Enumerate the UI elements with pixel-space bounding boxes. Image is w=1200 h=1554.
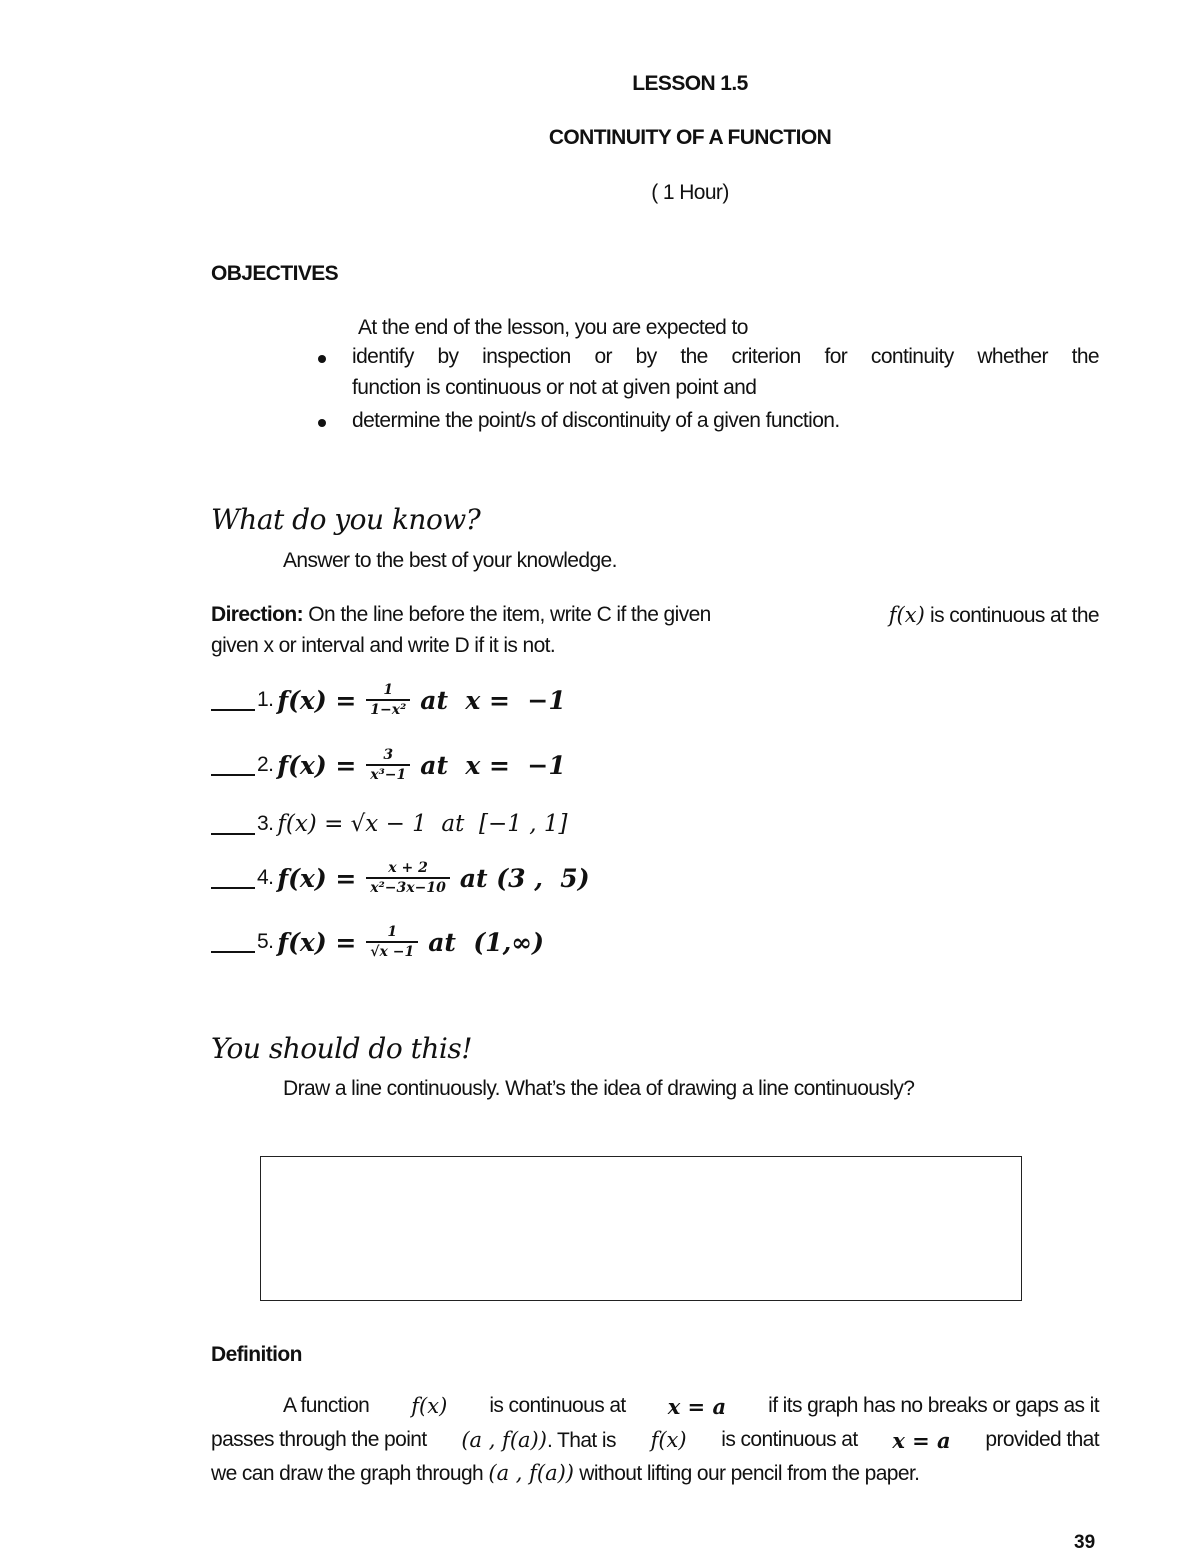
definition-heading: Definition [211,1343,302,1366]
objective-2: determine the point/s of discontinuity of a given function. [352,409,840,432]
item-number: 3. [257,812,274,835]
definition-text: is continuous at [489,1394,626,1417]
objective-1-line-2: function is continuous or not at given point and [352,376,757,399]
item-fraction [366,747,410,783]
item-rhs: at x = −1 [420,685,566,715]
question-item-4 [211,850,590,906]
fraction-numerator: 3 [383,747,394,763]
definition-text: is continuous at [721,1428,858,1451]
objectives-heading: OBJECTIVES [211,262,339,285]
definition-text: passes through the point [211,1428,427,1451]
question-item-3 [211,796,567,852]
section-heading-you-should-do-this: You should do this! [211,1032,472,1065]
definition-text: we can draw the graph through [211,1462,484,1485]
definition-fx: f(x) [411,1394,448,1418]
answer-blank[interactable] [211,931,255,953]
item-rhs: at (3 , 5) [459,863,590,893]
question-item-5 [211,914,544,970]
definition-point: (a , f(a)) [461,1428,547,1452]
fraction-denominator: x²−3x−10 [366,877,450,896]
question-item-1 [211,672,566,728]
bullet-icon [318,419,326,427]
fraction-denominator: x³−1 [366,764,410,783]
objectives-intro: At the end of the lesson, you are expected to [358,316,748,339]
fraction-numerator: 1 [383,682,394,698]
definition-text: A function [283,1394,370,1417]
fraction-numerator: x + 2 [388,860,428,876]
definition-x-equals-a: x = a [667,1394,727,1419]
definition-text: if its graph has no breaks or gaps as it [768,1394,1099,1417]
direction-text-b: is continuous at the [930,604,1099,627]
definition-line-3 [211,1461,919,1486]
definition-text: . That is [546,1429,616,1452]
lesson-title: CONTINUITY OF A FUNCTION [548,126,832,149]
objective-1-line-1: identify by inspection or by the criterion for continuity whether the [352,345,1099,368]
section-subtext: Draw a line continuously. What’s the idea of drawing a line continuously? [283,1077,915,1100]
item-fraction [366,860,450,896]
question-item-2 [211,737,566,793]
definition-line-2 [211,1428,1099,1453]
answer-blank[interactable] [211,689,255,711]
item-number: 2. [257,753,274,776]
item-number: 5. [257,930,274,953]
drawing-box[interactable] [260,1156,1022,1301]
definition-text: provided that [985,1428,1099,1451]
direction-text: On the line before the item, write C if the given [308,603,711,626]
item-lhs: f(x) = [277,750,357,780]
definition-fx: f(x) [650,1428,687,1452]
fraction-denominator: 1−x² [366,699,410,718]
definition-x-equals-a: x = a [892,1428,951,1453]
item-rhs: at x = −1 [420,750,566,780]
item-number: 1. [257,688,274,711]
direction-fx: f(x) [888,603,925,627]
answer-blank[interactable] [211,754,255,776]
item-lhs: f(x) = [277,685,357,715]
item-expression: f(x) = √x − 1 at [−1 , 1] [277,811,568,837]
item-fraction [366,924,418,960]
item-rhs: at (1,∞) [428,927,544,957]
direction-label: Direction: [211,603,304,626]
section-subtext: Answer to the best of your knowledge. [283,549,617,572]
section-heading-what-do-you-know: What do you know? [211,503,481,536]
bullet-icon [318,355,326,363]
answer-blank[interactable] [211,867,255,889]
item-fraction [366,682,410,718]
item-lhs: f(x) = [277,927,357,957]
direction-line-2: given x or interval and write D if it is not. [211,634,556,657]
item-number: 4. [257,866,274,889]
page-number: 39 [1074,1532,1096,1553]
item-lhs: f(x) = [277,863,357,893]
answer-blank[interactable] [211,813,255,835]
lesson-duration: ( 1 Hour) [651,181,729,204]
definition-line-1 [283,1394,1099,1419]
direction-line-1 [211,603,1099,628]
definition-point: (a , f(a)) [488,1461,574,1485]
definition-text: without lifting our pencil from the paper. [579,1462,920,1485]
fraction-numerator: 1 [387,924,398,940]
lesson-number: LESSON 1.5 [632,72,748,95]
fraction-denominator: √x −1 [366,941,418,960]
